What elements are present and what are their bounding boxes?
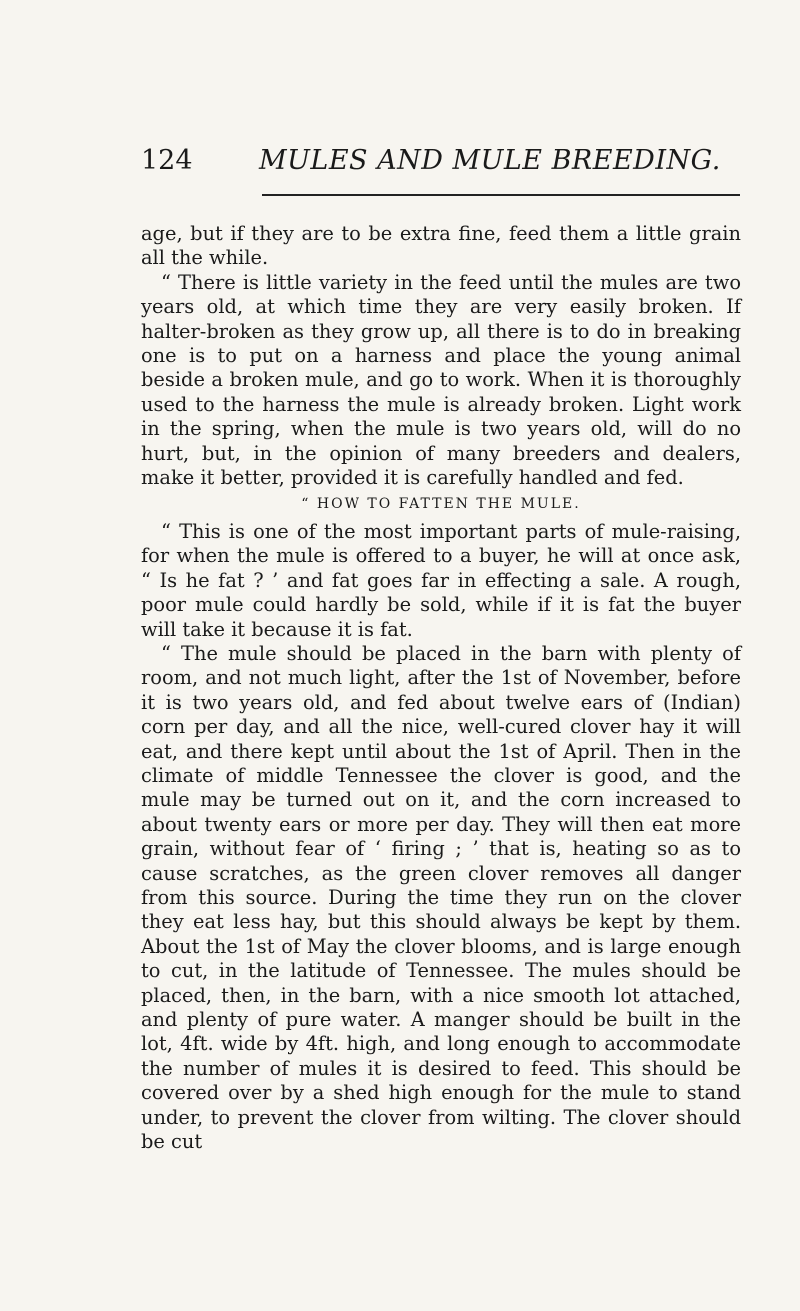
section-heading: “ HOW TO FATTEN THE MULE. [301,496,581,513]
paragraph-continued: age, but if they are to be extra fine, feed them a little grain all the while. [141,222,741,270]
running-title: MULES AND MULE BREEDING. [259,145,721,176]
paragraph: “ This is one of the most important parts of mule-raising, for when the mule is offered to a buyer, he will at once ask, “ Is he fat ? ’ and fat goes far in effecting a sale. A rough, poor mule could hardly be sold, while if it is fat the buyer will take it because it is fat. [141,519,741,641]
paragraph: “ The mule should be placed in the barn with plenty of room, and not much light, after the 1st of November, before it is two years old, and fed about twelve ears of (Indian) corn per day, and all the nice, well-cured clover hay it will eat, and there kept until about the 1st of April. Then in the climate of middle Tennessee the clover is good, and the mule may be turned out on it, and the corn increased to about twenty ears or more per day. They will then eat more grain, without fear of ‘ firing ; ’ that is, heating so as to cause scratches, as the green clover removes all danger from this source. During the time they run on the clover they eat less hay, but this should always be kept by them. About the 1st of May the clover blooms, and is large enough to cut, in the latitude of Tennessee. The mules should be placed, then, in the barn, with a nice smooth lot attached, and plenty of pure water. A manger should be built in the lot, 4ft. wide by 4ft. high, and long enough to accommodate the number of mules it is desired to feed. This should be covered over by a shed high enough for the mule to stand under, to prevent the clover from wilting. The clover should be cut [141,641,741,1154]
paragraph: “ There is little variety in the feed until the mules are two years old, at which time they are very easily broken. If halter-broken as they grow up, all there is to do in breaking one is to put on a harness and place the young animal beside a broken mule, and go to work. When it is thoroughly used to the harness the mule is already broken. Light work in the spring, when the mule is two years old, will do no hurt, but, in the opinion of many breeders and dealers, make it better, provided it is carefully handled and fed. [141,270,741,490]
body-text [141,222,741,1154]
running-head [141,140,741,182]
header-rule [262,194,740,196]
page-number: 124 [141,145,193,176]
